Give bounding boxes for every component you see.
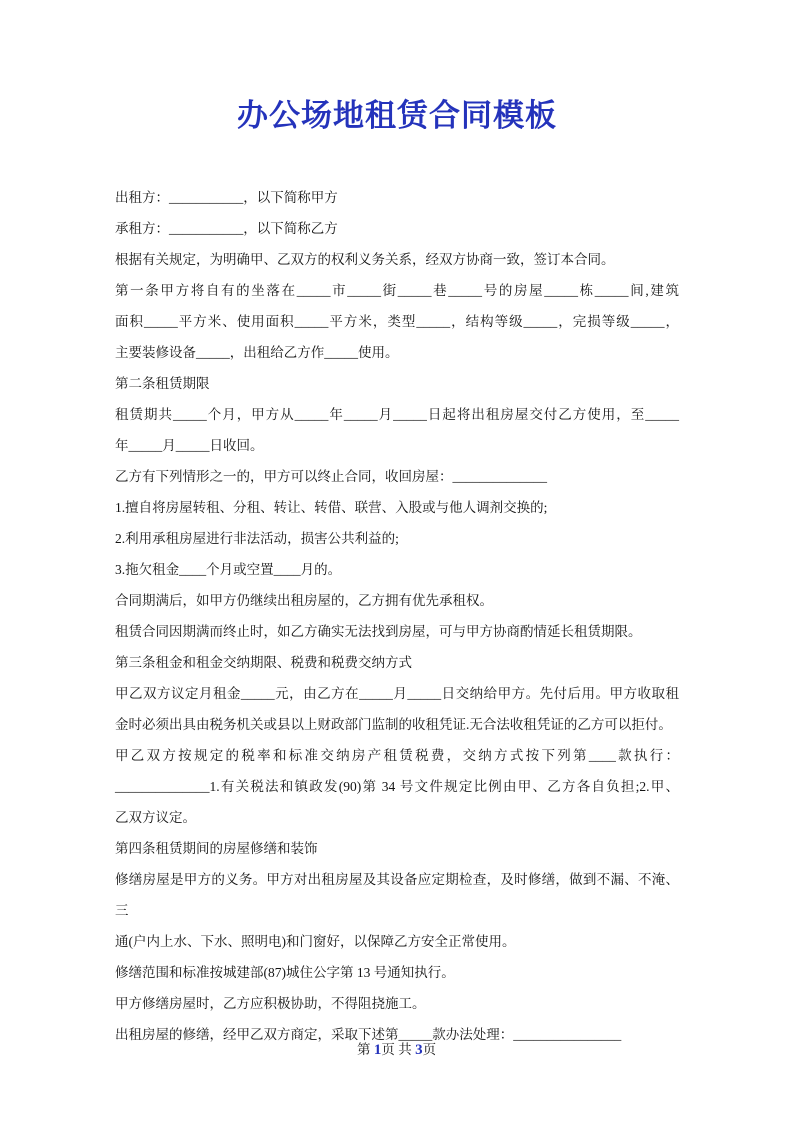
paragraph — [115, 213, 679, 244]
paragraph-line: 3.拖欠租金____个月或空置____月的。 — [115, 562, 342, 577]
paragraph-line: 出租方：___________，以下简称甲方 — [115, 190, 338, 205]
paragraph-line: 甲乙双方按规定的税率和标准交纳房产租赁税费，交纳方式按下列第____款执行： — [115, 748, 679, 763]
paragraph — [115, 957, 679, 988]
paragraph-line: 根据有关规定，为明确甲、乙双方的权利义务关系，经双方协商一致，签订本合同。 — [115, 252, 615, 267]
paragraph-line: 修缮房屋是甲方的义务。甲方对出租房屋及其设备应定期检查，及时修缮，做到不漏、不淹、三 — [115, 872, 679, 918]
paragraph-line: 合同期满后，如甲方仍继续出租房屋的，乙方拥有优先承租权。 — [115, 593, 493, 608]
paragraph — [115, 461, 679, 492]
paragraph-line: 租赁期共_____个月，甲方从_____年_____月_____日起将出租房屋交付乙方使用，至_____ — [115, 407, 679, 422]
paragraph — [115, 182, 679, 213]
paragraph-line: 修缮范围和标准按城建部(87)城住公字第 13 号通知执行。 — [115, 965, 455, 980]
paragraph — [115, 523, 679, 554]
page-footer — [0, 1038, 793, 1062]
document-title: 办公场地租赁合同模板 — [237, 98, 557, 133]
paragraph-line: 主要装修设备_____，出租给乙方作_____使用。 — [115, 345, 399, 360]
paragraph — [115, 492, 679, 523]
footer-page-word: 页 — [381, 1042, 395, 1057]
paragraph-line: 第三条租金和租金交纳期限、税费和税费交纳方式 — [115, 655, 412, 670]
footer-current-page-number: 1 — [373, 1042, 382, 1058]
footer-total-pages-number: 3 — [415, 1042, 423, 1058]
footer-prefix-label: 第 — [356, 1042, 371, 1057]
paragraph — [115, 988, 679, 1019]
footer-total-word: 页 — [422, 1042, 437, 1057]
paragraph — [115, 585, 679, 616]
paragraph-line: 甲方修缮房屋时，乙方应积极协助，不得阻挠施工。 — [115, 996, 426, 1011]
paragraph — [115, 833, 679, 864]
paragraph-line: 第四条租赁期间的房屋修缮和装饰 — [115, 841, 318, 856]
paragraph-line: 承租方：___________，以下简称乙方 — [115, 221, 338, 236]
paragraph-line: 甲乙双方议定月租金_____元，由乙方在_____月_____日交纳给甲方。先付后用。甲方收取租 — [115, 686, 679, 701]
paragraph-line: 2.利用承租房屋进行非法活动，损害公共利益的; — [115, 531, 399, 546]
paragraph — [115, 740, 679, 833]
paragraph-line: 租赁合同因期满而终止时，如乙方确实无法找到房屋，可与甲方协商酌情延长租赁期限。 — [115, 624, 642, 639]
paragraph-line: 出租房屋的修缮，经甲乙双方商定，采取下述第_____款办法处理：________________ — [115, 1027, 622, 1042]
paragraph-line: 通(户内上水、下水、照明电)和门窗好，以保障乙方安全正常使用。 — [115, 934, 516, 949]
paragraph-line: 乙双方议定。 — [115, 810, 196, 825]
paragraph — [115, 275, 679, 368]
paragraph-line: 第二条租赁期限 — [115, 376, 210, 391]
document-body — [115, 182, 679, 1050]
paragraph-line: 乙方有下列情形之一的，甲方可以终止合同，收回房屋：______________ — [115, 469, 547, 484]
paragraph — [115, 616, 679, 647]
footer-conjunction-label: 共 — [398, 1042, 412, 1057]
paragraph — [115, 244, 679, 275]
paragraph-line: 金时必须出具由税务机关或县以上财政部门监制的收租凭证.无合法收租凭证的乙方可以拒付。 — [115, 717, 672, 732]
paragraph — [115, 368, 679, 399]
paragraph-line: 年_____月_____日收回。 — [115, 438, 264, 453]
paragraph-line: 第一条甲方将自有的坐落在_____市_____街_____巷_____号的房屋_____栋_____间,建筑 — [115, 283, 679, 298]
paragraph — [115, 399, 679, 461]
paragraph-line: ______________1.有关税法和镇政发(90)第 34 号文件规定比例由甲、乙方各自负担;2.甲、 — [115, 779, 679, 794]
paragraph — [115, 864, 679, 957]
paragraph — [115, 554, 679, 585]
paragraph — [115, 647, 679, 678]
paragraph — [115, 678, 679, 740]
paragraph-line: 1.擅自将房屋转租、分租、转让、转借、联营、入股或与他人调剂交换的; — [115, 500, 548, 515]
paragraph-line: 面积_____平方米、使用面积_____平方米，类型_____，结构等级_____，完损等级_____， — [115, 314, 679, 329]
